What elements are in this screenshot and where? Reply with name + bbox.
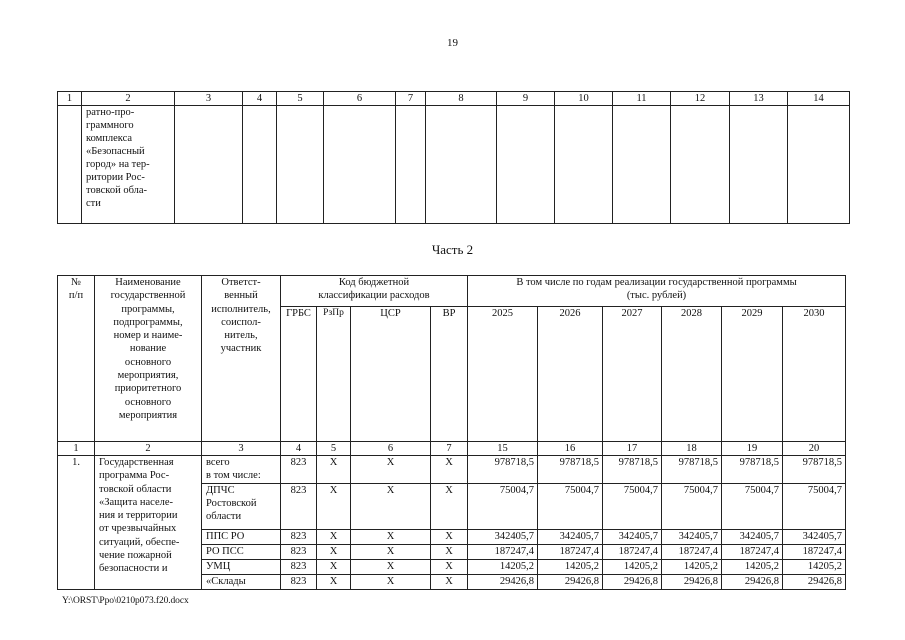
column-number: 7 xyxy=(431,442,468,456)
year-value-cell: 75004,7 xyxy=(662,483,722,529)
year-value-cell: 342405,7 xyxy=(603,529,662,544)
executor-cell xyxy=(202,529,281,544)
year-value-cell: 978718,5 xyxy=(603,456,662,484)
text-line: нитель, xyxy=(224,330,258,342)
text-line: п/п xyxy=(68,290,84,302)
header-year: 2028 xyxy=(662,307,722,442)
year-value-cell: 187247,4 xyxy=(603,544,662,559)
text-line: в том числе: xyxy=(206,470,261,482)
column-number: 17 xyxy=(603,442,662,456)
text-line: В том числе по годам реализации государственной программы xyxy=(516,277,797,288)
column-number: 1 xyxy=(58,442,95,456)
text-line: ППС РО xyxy=(206,530,245,542)
text-line: чение пожарной xyxy=(99,550,172,562)
year-value-cell: 978718,5 xyxy=(468,456,538,484)
text-line: классификации расходов xyxy=(318,290,430,302)
text-line: участник xyxy=(220,343,262,355)
year-value-cell: 187247,4 xyxy=(468,544,538,559)
rzpr-cell: Х xyxy=(317,574,351,589)
column-number-row xyxy=(58,442,846,456)
rzpr-cell: Х xyxy=(317,456,351,484)
rzpr-cell: Х xyxy=(317,483,351,529)
vr-cell: Х xyxy=(431,456,468,484)
rzpr-cell: Х xyxy=(317,529,351,544)
grbs-cell: 823 xyxy=(281,529,317,544)
column-number: 15 xyxy=(468,442,538,456)
text-line: ДПЧС xyxy=(206,484,235,496)
year-value-cell: 342405,7 xyxy=(722,529,783,544)
year-value-cell: 978718,5 xyxy=(783,456,846,484)
column-number: 6 xyxy=(351,442,431,456)
column-number: 6 xyxy=(324,92,396,106)
column-number: 5 xyxy=(277,92,324,106)
cell xyxy=(497,106,555,224)
column-number: 1 xyxy=(58,92,82,106)
column-number: 2 xyxy=(95,442,202,456)
rzpr-cell: Х xyxy=(317,544,351,559)
year-value-cell: 29426,8 xyxy=(468,574,538,589)
text-line: № xyxy=(70,277,82,288)
text-line: подпрограммы, xyxy=(113,316,183,328)
text-line: государственной xyxy=(110,290,186,302)
executor-cell xyxy=(202,483,281,529)
text-line: приоритетного xyxy=(114,383,182,395)
year-value-cell: 342405,7 xyxy=(662,529,722,544)
year-value-cell: 187247,4 xyxy=(538,544,603,559)
csr-cell: Х xyxy=(351,574,431,589)
year-value-cell: 187247,4 xyxy=(662,544,722,559)
text-line: товской области xyxy=(99,483,172,495)
text-line: Наименование xyxy=(115,277,181,288)
header-csr: ЦСР xyxy=(351,307,431,442)
cell xyxy=(613,106,671,224)
text-line: нование xyxy=(129,343,167,355)
text-line: (тыс. рублей) xyxy=(626,290,687,302)
text-line: программы, xyxy=(121,303,175,315)
text-line: основного xyxy=(124,396,172,408)
year-value-cell: 29426,8 xyxy=(662,574,722,589)
text-line: венный xyxy=(224,290,258,302)
year-value-cell: 75004,7 xyxy=(538,483,603,529)
text-line: Ростовской xyxy=(206,497,257,509)
header-year: 2029 xyxy=(722,307,783,442)
executor-cell xyxy=(202,574,281,589)
text-line: безопасности и xyxy=(99,563,168,575)
year-value-cell: 75004,7 xyxy=(783,483,846,529)
cell xyxy=(277,106,324,224)
text-line: ритории Рос- xyxy=(86,172,145,183)
year-value-cell: 75004,7 xyxy=(468,483,538,529)
column-number: 5 xyxy=(317,442,351,456)
vr-cell: Х xyxy=(431,574,468,589)
header-budget-code xyxy=(281,276,468,307)
column-number: 13 xyxy=(730,92,788,106)
text-line: сти xyxy=(86,198,101,209)
cell xyxy=(788,106,850,224)
text-line: ния и территории xyxy=(99,510,178,522)
year-value-cell: 978718,5 xyxy=(662,456,722,484)
year-value-cell: 75004,7 xyxy=(603,483,662,529)
column-number: 16 xyxy=(538,442,603,456)
year-value-cell: 14205,2 xyxy=(662,559,722,574)
vr-cell: Х xyxy=(431,529,468,544)
cell xyxy=(730,106,788,224)
column-number: 3 xyxy=(175,92,243,106)
column-number: 3 xyxy=(202,442,281,456)
header-num xyxy=(58,276,95,442)
year-value-cell: 29426,8 xyxy=(783,574,846,589)
column-number: 19 xyxy=(722,442,783,456)
column-number: 18 xyxy=(662,442,722,456)
year-value-cell: 342405,7 xyxy=(783,529,846,544)
grbs-cell: 823 xyxy=(281,456,317,484)
year-value-cell: 14205,2 xyxy=(783,559,846,574)
column-number-row xyxy=(58,92,850,106)
text-line: от чрезвычайных xyxy=(99,523,177,535)
table-row xyxy=(58,456,846,484)
column-number: 9 xyxy=(497,92,555,106)
year-value-cell: 187247,4 xyxy=(722,544,783,559)
column-number: 2 xyxy=(82,92,175,106)
text-line: Ответст- xyxy=(221,277,261,288)
text-line: «Безопасный xyxy=(86,146,145,157)
text-line: исполнитель, xyxy=(211,303,271,315)
text-line: РО ПСС xyxy=(206,545,244,557)
text-line: программа Рос- xyxy=(99,470,170,482)
text-line: всего xyxy=(206,457,230,468)
column-number: 20 xyxy=(783,442,846,456)
cell xyxy=(671,106,730,224)
csr-cell: Х xyxy=(351,559,431,574)
text-line: основного xyxy=(124,356,172,368)
header-name xyxy=(95,276,202,442)
text-line: области xyxy=(206,511,242,523)
header-rzpr: РзПр xyxy=(317,307,351,442)
column-number: 12 xyxy=(671,92,730,106)
vr-cell: Х xyxy=(431,544,468,559)
column-number: 4 xyxy=(281,442,317,456)
header-years-group xyxy=(468,276,846,307)
header-executor xyxy=(202,276,281,442)
executor-cell xyxy=(202,456,281,484)
cell xyxy=(426,106,497,224)
year-value-cell: 75004,7 xyxy=(722,483,783,529)
row-number: 1. xyxy=(58,456,95,590)
cell xyxy=(243,106,277,224)
column-number: 7 xyxy=(396,92,426,106)
year-value-cell: 978718,5 xyxy=(538,456,603,484)
cell xyxy=(175,106,243,224)
continuation-table xyxy=(57,91,850,224)
year-value-cell: 978718,5 xyxy=(722,456,783,484)
year-value-cell: 29426,8 xyxy=(603,574,662,589)
header-year: 2027 xyxy=(603,307,662,442)
grbs-cell: 823 xyxy=(281,559,317,574)
cell xyxy=(396,106,426,224)
csr-cell: Х xyxy=(351,483,431,529)
year-value-cell: 14205,2 xyxy=(468,559,538,574)
column-number: 14 xyxy=(788,92,850,106)
grbs-cell: 823 xyxy=(281,574,317,589)
csr-cell: Х xyxy=(351,529,431,544)
vr-cell: Х xyxy=(431,559,468,574)
year-value-cell: 14205,2 xyxy=(722,559,783,574)
header-grbs: ГРБС xyxy=(281,307,317,442)
column-number: 4 xyxy=(243,92,277,106)
year-value-cell: 14205,2 xyxy=(538,559,603,574)
text-line: ратно-про- xyxy=(86,107,135,118)
year-value-cell: 29426,8 xyxy=(538,574,603,589)
column-number: 10 xyxy=(555,92,613,106)
year-value-cell: 14205,2 xyxy=(603,559,662,574)
text-line: «Склады xyxy=(206,575,246,587)
grbs-cell: 823 xyxy=(281,544,317,559)
text-line: ситуаций, обеспе- xyxy=(99,536,180,548)
column-number: 11 xyxy=(613,92,671,106)
text-line: город» на тер- xyxy=(86,159,150,170)
part-title: Часть 2 xyxy=(431,242,474,257)
csr-cell: Х xyxy=(351,544,431,559)
header-year: 2026 xyxy=(538,307,603,442)
text-line: мероприятия, xyxy=(117,370,179,382)
page-number: 19 xyxy=(447,37,458,49)
csr-cell: Х xyxy=(351,456,431,484)
header-year: 2025 xyxy=(468,307,538,442)
column-number: 8 xyxy=(426,92,497,106)
text-line: граммного xyxy=(86,120,134,131)
header-vr: ВР xyxy=(431,307,468,442)
cell xyxy=(324,106,396,224)
text-line: УМЦ xyxy=(206,560,231,572)
text-line: Код бюджетной xyxy=(338,277,410,288)
text-line: мероприятия xyxy=(118,409,178,421)
cell xyxy=(58,106,82,224)
text-line: Государственная xyxy=(99,457,174,468)
text-line: комплекса xyxy=(86,133,133,144)
program-table xyxy=(57,275,846,590)
text-line: номер и наиме- xyxy=(113,330,183,342)
text-line: соиспол- xyxy=(221,316,261,328)
year-value-cell: 342405,7 xyxy=(468,529,538,544)
program-name-continuation xyxy=(82,106,175,224)
vr-cell: Х xyxy=(431,483,468,529)
year-value-cell: 342405,7 xyxy=(538,529,603,544)
year-value-cell: 29426,8 xyxy=(722,574,783,589)
rzpr-cell: Х xyxy=(317,559,351,574)
text-line: «Защита населе- xyxy=(99,496,174,508)
year-value-cell: 187247,4 xyxy=(783,544,846,559)
executor-cell xyxy=(202,559,281,574)
table-row xyxy=(58,106,850,224)
executor-cell xyxy=(202,544,281,559)
program-name xyxy=(95,456,202,590)
cell xyxy=(555,106,613,224)
text-line: товской обла- xyxy=(86,185,148,196)
header-year: 2030 xyxy=(783,307,846,442)
file-path-footer: Y:\ORST\Ppo\0210p073.f20.docx xyxy=(62,596,189,606)
grbs-cell: 823 xyxy=(281,483,317,529)
